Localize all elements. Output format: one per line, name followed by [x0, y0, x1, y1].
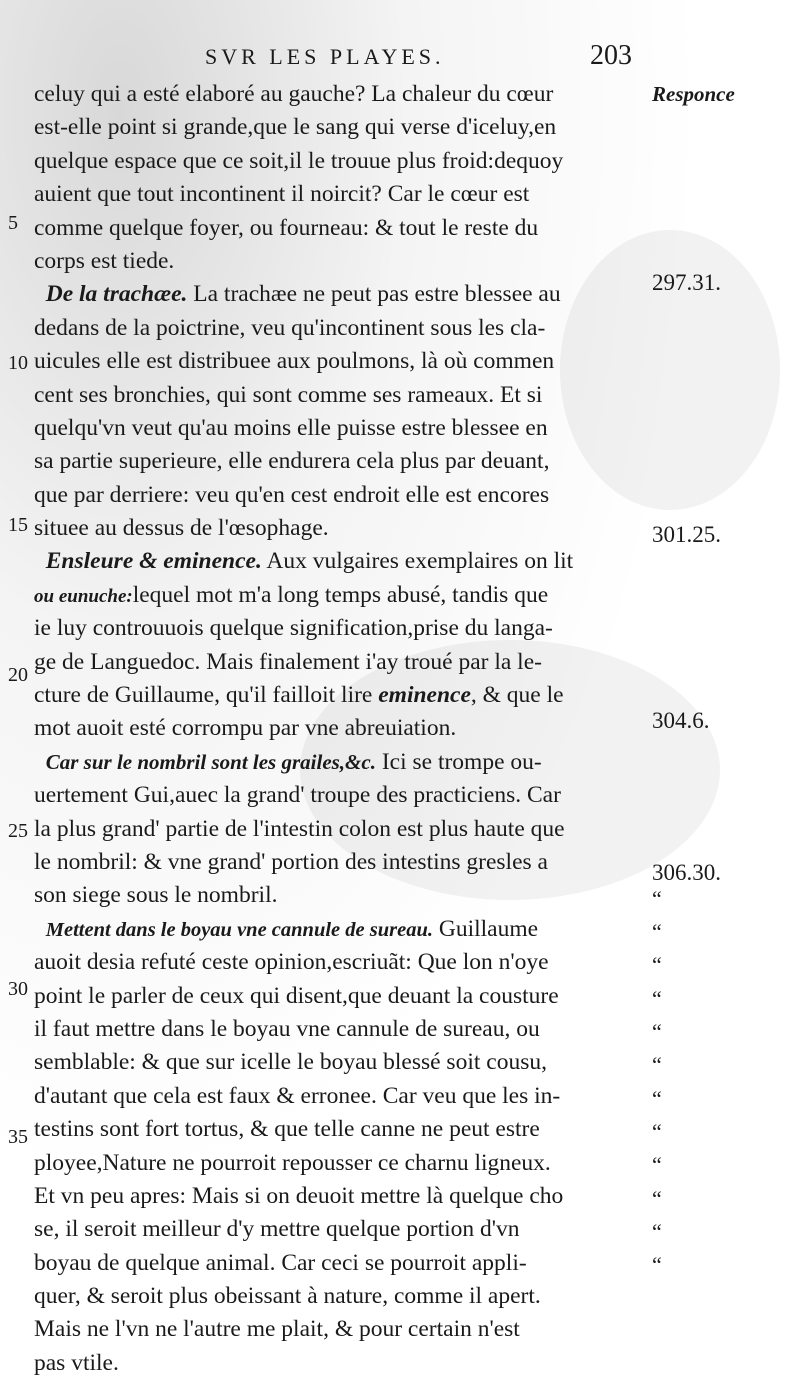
- quote-mark: “: [652, 1152, 662, 1177]
- text-line: corps est tiede.: [34, 247, 175, 274]
- line-number: 30: [8, 978, 28, 1000]
- text-line: est-elle point si grande,que le sang qui verse d'iceluy,en: [34, 114, 557, 141]
- quote-mark: “: [652, 952, 662, 977]
- lemma-cannule: Mettent dans le boyau vne cannule de sureau.: [45, 918, 433, 941]
- text-line: il faut mettre dans le boyau vne cannule de sureau, ou: [34, 1015, 540, 1042]
- text-segment: Ici se trompe ou-: [381, 748, 542, 775]
- text-segment: cture de Guillaume, qu'il failloit lire: [34, 682, 373, 709]
- text-line: situee au dessus de l'œsophage.: [34, 515, 329, 542]
- text-line: dedans de la poictrine, veu qu'incontinent sous les cla-: [34, 314, 546, 341]
- text-line: testins sont fort tortus, & que telle canne ne peut estre: [34, 1116, 540, 1143]
- text-line: [34, 545, 650, 578]
- text-line: Et vn peu apres: Mais si on deuoit mettre là quelque cho: [34, 1182, 564, 1209]
- line-number: 10: [8, 352, 28, 374]
- text-line: uicules elle est distribuee aux poulmons, là où commen: [34, 348, 555, 375]
- lemma-nombril: Car sur le nombril sont les grailes,&c.: [45, 749, 376, 774]
- text-line: [34, 679, 650, 712]
- text-line: [34, 913, 650, 946]
- line-number: 35: [8, 1126, 28, 1148]
- text-line: se, il seroit meilleur d'y mettre quelque portion d'vn: [34, 1216, 520, 1243]
- text-line: pas vtile.: [34, 1349, 119, 1376]
- text-line: ge de Languedoc. Mais finalement i'ay troué par la le-: [34, 648, 542, 675]
- text-line: Mais ne l'vn ne l'autre me plait, & pour certain n'est: [34, 1316, 520, 1343]
- text-line: la plus grand' partie de l'intestin colon est plus haute que: [34, 815, 565, 842]
- quote-mark: “: [652, 1252, 662, 1277]
- text-line: celuy qui a esté elaboré au gauche? La chaleur du cœur: [34, 81, 554, 107]
- margin-reference: 304.6.: [652, 708, 710, 733]
- text-segment: Guillaume: [438, 915, 539, 942]
- text-line: son siege sous le nombril.: [34, 882, 278, 909]
- quote-mark: “: [652, 886, 662, 911]
- text-line: le nombril: & vne grand' portion des intestins gresles a: [34, 848, 548, 875]
- margin-reference: 297.31.: [652, 270, 721, 295]
- quote-mark: “: [652, 1119, 662, 1144]
- text-line: comme quelque foyer, ou fourneau: & tout le reste du: [34, 214, 539, 241]
- text-line: [34, 746, 650, 779]
- text-line: boyau de quelque animal. Car ceci se pourroit appli-: [34, 1249, 527, 1276]
- text-line: cent ses bronchies, qui sont comme ses rameaux. Et si: [34, 381, 543, 408]
- running-title: SVR LES PLAYES.: [205, 44, 445, 69]
- text-segment: lequel mot m'a long temps abusé, tandis que: [132, 581, 549, 608]
- margin-reference: 306.30.: [652, 860, 721, 885]
- lemma-ensleure: Ensleure & eminence.: [45, 548, 262, 575]
- line-number: 5: [8, 212, 18, 234]
- lemma-eminence: eminence: [378, 682, 471, 709]
- text-line: sa partie superieure, elle endurera cela plus par deuant,: [34, 448, 550, 475]
- margin-reference: 301.25.: [652, 522, 721, 547]
- page-number: 203: [590, 40, 632, 71]
- margin-note-responce: Responce: [652, 82, 735, 106]
- text-line: auoit desia refuté ceste opinion,escriuãt: Que lon n'oye: [34, 949, 549, 976]
- text-line: quer, & seroit plus obeissant à nature, comme il apert.: [34, 1283, 541, 1310]
- lemma-trachee: De la trachæe.: [45, 281, 188, 308]
- quote-mark: “: [652, 1019, 662, 1044]
- lemma-eunuche: ou eunuche:: [34, 585, 133, 607]
- text-segment: Aux vulgaires exemplaires on lit: [266, 548, 574, 575]
- text-line: point le parler de ceux qui disent,que deuant la cousture: [34, 982, 559, 1009]
- quote-mark: “: [652, 1052, 662, 1077]
- text-line: [34, 579, 650, 612]
- quote-mark: “: [652, 919, 662, 944]
- text-segment: La trachæe ne peut pas estre blessee au: [193, 281, 561, 308]
- text-line: que par derriere: veu qu'en cest endroit elle est encores: [34, 481, 550, 508]
- text-line: ployee,Nature ne pourroit repousser ce charnu ligneux.: [34, 1149, 551, 1176]
- line-number: 20: [8, 664, 28, 686]
- quote-mark: “: [652, 1086, 662, 1111]
- text-segment: , & que le: [470, 682, 564, 709]
- text-line: d'autant que cela est faux & erronee. Car veu que les in-: [34, 1082, 561, 1109]
- quote-mark: “: [652, 1186, 662, 1211]
- text-line: semblable: & que sur icelle le boyau blessé soit cousu,: [34, 1049, 547, 1076]
- text-line: ie luy controuuois quelque signification,prise du langa-: [34, 615, 553, 642]
- text-body: [34, 78, 650, 1380]
- text-line: mot auoit esté corrompu par vne abreuiation.: [34, 715, 457, 742]
- quote-mark: “: [652, 986, 662, 1011]
- line-number: 15: [8, 514, 28, 536]
- text-line: [34, 278, 650, 311]
- text-line: quelque espace que ce soit,il le trouue plus froid:dequoy: [34, 147, 564, 174]
- line-number: 25: [8, 820, 28, 842]
- text-line: uertement Gui,auec la grand' troupe des practiciens. Car: [34, 782, 561, 809]
- text-line: quelqu'vn veut qu'au moins elle puisse estre blessee en: [34, 414, 548, 441]
- text-line: auient que tout incontinent il noircit? Car le cœur est: [34, 181, 530, 208]
- quote-mark: “: [652, 1219, 662, 1244]
